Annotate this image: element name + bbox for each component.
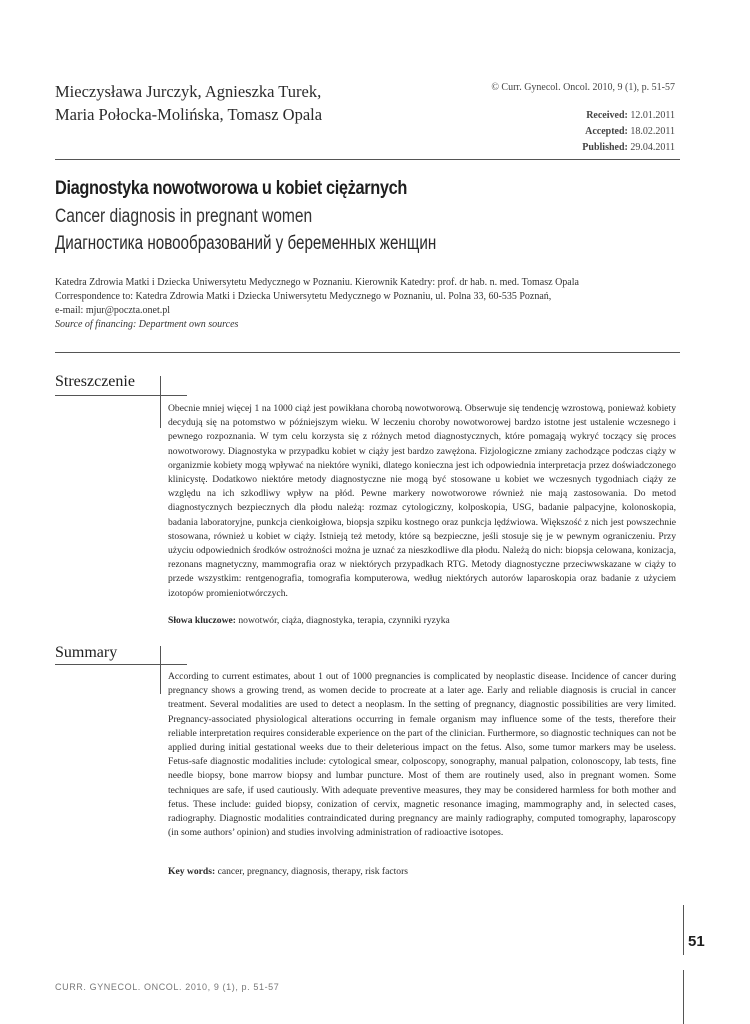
summary-text: According to current estimates, about 1 out of 1000 pregnancies is complicated by neoplastic disease. Incidence of cancer during pregnancy shows a growing trend, as women decide to procreate at a later age. Early and reliable diagnosis is crucial in cancer treatment. Several modalities are used to detect a neoplasm. In the setting of pregnancy, diagnostic possibilities are very limited. Pregnancy-associated physiological alterations occurring in female organism may influence some of the tests, therefore their reliable interpretation requires considerable experience on the part of the clinician. Furthermore, so diagnostic techniques can not be applied during initial gestational weeks due to their deleterious impact on the fetus. Also, some tumor markers may be useless. Fetus-safe diagnostic modalities include: cytological smear, colposcopy, sonography, manual palpation, colonoscopy, lab tests, fine needle biopsy, bone marrow biopsy and lumbar puncture. Most of them are routinely used, also in pregnant women. Some techniques are safe, if used cautiously. With adequate preventive measures, they may be considered harmless for both mother and fetus. These include: guided biopsy, conization of cervix, magnetic resonance imaging, mammography and, in selected cases, radiography. Diagnostic modalities contraindicated during pregnancy are mainly radiography, computed tomography, laparoscopy (in some authors’ opinion) and studies involving administration of radioactive isotopes. (168, 671, 676, 839)
streszczenie-heading: Streszczenie (55, 373, 135, 390)
title-russian: Диагностика новообразований у беременных женщин (55, 233, 437, 254)
affiliation-line: Katedra Zdrowia Matki i Dziecka Uniwersytetu Medycznego w Poznaniu. Kierownik Katedry: prof. dr hab. n. med. Tomasz Opala (55, 277, 579, 288)
summary-heading-rule (55, 664, 187, 665)
authors-line-2: Maria Połocka-Molińska, Tomasz Opala (55, 105, 323, 124)
accepted-date: Accepted: 18.02.2011 (585, 126, 675, 137)
page-number-rule (683, 905, 684, 955)
title-english: Cancer diagnosis in pregnant women (55, 206, 313, 227)
summary-keywords: Key words: cancer, pregnancy, diagnosis, therapy, risk factors (168, 866, 409, 877)
summary-heading: Summary (55, 644, 118, 661)
title-polish: Diagnostyka nowotworowa u kobiet ciężarnych (55, 178, 408, 199)
affiliation-divider (55, 352, 680, 353)
email-line: e-mail: mjur@poczta.onet.pl (55, 305, 171, 316)
streszczenie-keywords: Słowa kluczowe: nowotwór, ciąża, diagnostyka, terapia, czynniki ryzyka (168, 615, 450, 626)
streszczenie-heading-bracket (160, 376, 161, 428)
streszczenie-text: Obecnie mniej więcej 1 na 1000 ciąż jest powikłana chorobą nowotworową. Obserwuje się tendencję wzrostową, ponieważ kobiety decydują się na potomstwo w późniejszym wieku. W leczeniu choroby nowotworowej bardzo istotne jest ustalenie wczesnego i pewnego rozpoznania. W tym celu korzysta się z różnych metod diagnostycznych, które pomagają wykryć toczący się proces nowotworowy. Diagnostyka w przypadku kobiet w ciąży jest bardzo zawężona. Fizjologiczne zmiany zachodzące podczas ciąży w organizmie kobiety mogą wpływać na niektóre wyniki, dlatego konieczna jest ich odpowiednia interpretacja przez doświadczonego klinicystę. Dodatkowo niektóre metody diagnostyczne nie mogą być stosowane u kobiet we wczesnych tygodniach ciąży ze względu na ich szkodliwy wpływ na płód. Pewne markery nowotworowe również nie mają zastosowania. Do metod diagnostycznych bezpiecznych dla płodu należą: rozmaz cytologiczny, kolposkopia, USG, badanie palpacyjne, kolonoskopia, badania laboratoryjne, punkcja cienkoigłowa, biopsja szpiku kostnego oraz punkcja lędźwiowa. Większość z nich jest powszechnie stosowana, również u kobiet w ciąży. Istnieją też metody, które są bezpieczne, jeśli stosuje się je w pewnym ograniczeniu. Przy użyciu odpowiednich środków ostrożności można je uznać za nieszkodliwe dla płodu. Należą do nich: biopsja celowana, konizacja, rezonans magnetyczny, mammografia oraz w niektórych przypadkach RTG. Metody diagnostyczne przeciwwskazane w ciąży to przede wszystkim: rentgenografia, tomografia komputerowa, według niektórych autorów laparoskopia oraz badanie z użyciem izotopów promieniotwórczych. (168, 403, 676, 599)
authors (55, 80, 322, 126)
footer-side-rule (683, 970, 684, 1024)
publication-dates (582, 108, 675, 156)
correspondence-line: Correspondence to: Katedra Zdrowia Matki i Dziecka Uniwersytetu Medycznego w Poznaniu, ul. Polna 33, 60-535 Poznań, (55, 291, 552, 302)
authors-line-1: Mieczysława Jurczyk, Agnieszka Turek, (55, 82, 322, 101)
streszczenie-heading-rule (55, 395, 187, 396)
received-date: Received: 12.01.2011 (586, 110, 675, 121)
running-footer: CURR. GYNECOL. ONCOL. 2010, 9 (1), p. 51-57 (55, 982, 280, 992)
page-number: 51 (688, 933, 705, 950)
financing-line: Source of financing: Department own sources (55, 319, 239, 330)
summary-heading-bracket (160, 646, 161, 694)
affiliation (55, 276, 685, 332)
published-date: Published: 29.04.2011 (582, 142, 675, 153)
citation: © Curr. Gynecol. Oncol. 2010, 9 (1), p. 51-57 (491, 82, 675, 93)
header-divider (55, 159, 680, 160)
